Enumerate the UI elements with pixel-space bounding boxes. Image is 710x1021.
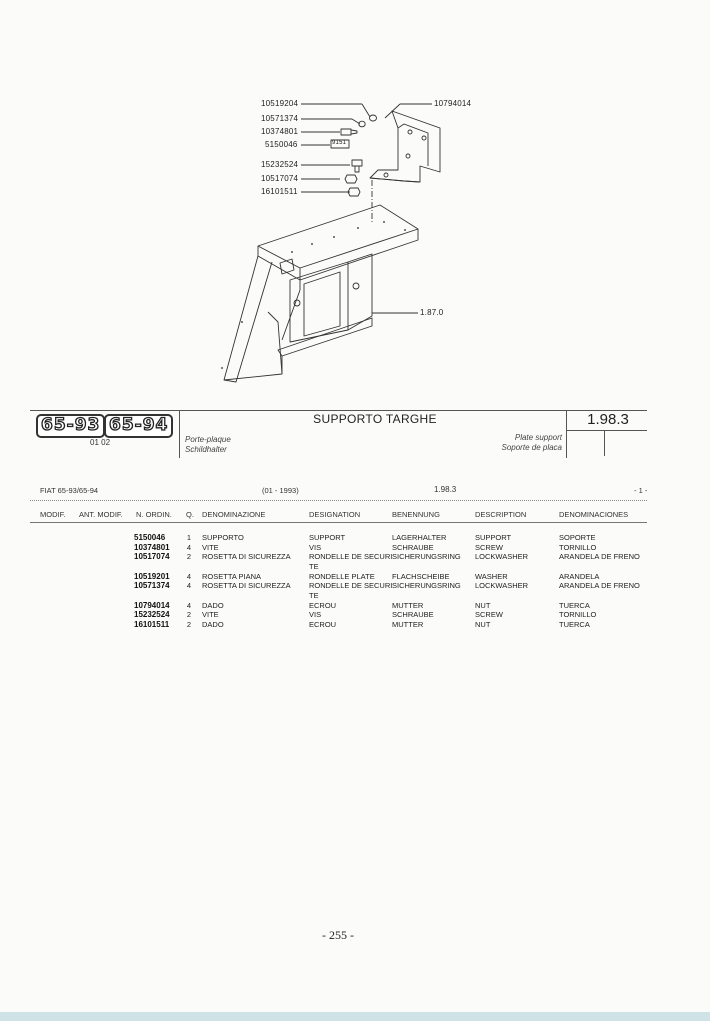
model-info: FIAT 65-93/65-94 [40, 486, 99, 495]
callout-tag: 9151 [332, 140, 347, 146]
name-es: ARANDELA DE FRENO [559, 552, 640, 561]
name-en: NUT [475, 601, 491, 610]
sheet-number: - 1 - [634, 486, 648, 495]
name-it: VITE [202, 543, 219, 552]
name-en: WASHER [475, 572, 508, 581]
table-header-rule [30, 522, 647, 523]
name-it: VITE [202, 610, 219, 619]
name-fr-continued: TE [309, 562, 319, 571]
title-es: Soporte de placa [501, 443, 562, 452]
table-row [0, 552, 710, 571]
quantity: 2 [186, 620, 192, 629]
callout-label: 15232524 [261, 160, 299, 169]
table-row [0, 533, 710, 543]
name-fr: RONDELLE DE SECURI [309, 581, 393, 590]
col-ant-modif: ANT. MODIF. [79, 510, 123, 519]
quantity: 2 [186, 552, 192, 561]
quantity: 1 [186, 533, 192, 542]
part-number: 10519201 [134, 572, 170, 581]
header-divider [604, 430, 605, 456]
name-en: LOCKWASHER [475, 581, 529, 590]
col-denominaciones: DENOMINACIONES [559, 510, 629, 519]
name-it: ROSETTA PIANA [202, 572, 262, 581]
col-designation: DESIGNATION [309, 510, 361, 519]
page-title: SUPPORTO TARGHE [313, 412, 437, 426]
callout-label: 10794014 [434, 99, 472, 108]
callout-label: 16101511 [261, 187, 298, 196]
col-denominazione: DENOMINAZIONE [202, 510, 266, 519]
part-number: 15232524 [134, 610, 170, 619]
name-it: DADO [202, 601, 224, 610]
name-de: SCHRAUBE [392, 543, 434, 552]
page-number: - 255 - [322, 928, 354, 942]
col-n-ordin: N. ORDIN. [136, 510, 172, 519]
name-fr: VIS [309, 610, 322, 619]
name-es: ARANDELA [559, 572, 600, 581]
name-fr-continued: TE [309, 591, 319, 600]
part-number: 5150046 [134, 533, 166, 542]
section-reference: 1.98.3 [587, 411, 629, 428]
name-it: ROSETTA DI SICUREZZA [202, 552, 291, 561]
name-de: SICHERUNGSRING [392, 552, 461, 561]
title-de: Schildhalter [185, 445, 227, 454]
table-row [0, 610, 710, 620]
callout-label: 10519204 [261, 99, 299, 108]
name-en: LOCKWASHER [475, 552, 529, 561]
name-de: MUTTER [392, 601, 424, 610]
exploded-view-drawing [0, 0, 710, 400]
group-reference: 1.87.0 [420, 308, 444, 317]
name-de: FLACHSCHEIBE [392, 572, 450, 581]
ref-info: 1.98.3 [434, 485, 457, 494]
header-divider [566, 410, 567, 458]
name-de: SCHRAUBE [392, 610, 434, 619]
name-fr: ECROU [309, 620, 337, 629]
title-en: Plate support [514, 433, 562, 442]
title-fr: Porte-plaque [185, 435, 231, 444]
name-en: SUPPORT [475, 533, 512, 542]
col-q: Q. [186, 510, 194, 519]
name-es: TUERCA [559, 601, 590, 610]
table-row [0, 620, 710, 630]
part-number: 10794014 [134, 601, 170, 610]
part-number: 10571374 [134, 581, 170, 590]
quantity: 4 [186, 543, 192, 552]
name-it: ROSETTA DI SICUREZZA [202, 581, 291, 590]
callout-label: 10374801 [261, 127, 299, 136]
period-info: (01 - 1993) [262, 486, 299, 495]
name-it: SUPPORTO [202, 533, 244, 542]
header-top-rule [30, 410, 647, 411]
name-en: SCREW [475, 610, 503, 619]
name-de: SICHERUNGSRING [392, 581, 461, 590]
edition-date: 01 02 [90, 438, 111, 447]
part-number: 10374801 [134, 543, 170, 552]
part-number: 16101511 [134, 620, 170, 629]
quantity: 4 [186, 601, 192, 610]
col-description: DESCRIPTION [475, 510, 527, 519]
header-ref-rule [566, 430, 647, 431]
col-benennung: BENENNUNG [392, 510, 440, 519]
part-number: 10517074 [134, 552, 170, 561]
quantity: 2 [186, 610, 192, 619]
name-es: TORNILLO [559, 610, 597, 619]
name-en: SCREW [475, 543, 503, 552]
name-fr: VIS [309, 543, 322, 552]
name-it: DADO [202, 620, 224, 629]
callout-label: 5150046 [265, 140, 298, 149]
name-fr: ECROU [309, 601, 337, 610]
quantity: 4 [186, 572, 192, 581]
header-divider [179, 410, 180, 458]
name-fr: RONDELLE DE SECURI [309, 552, 393, 561]
callout-label: 10571374 [261, 114, 299, 123]
scan-edge-band [0, 1012, 710, 1021]
name-en: NUT [475, 620, 491, 629]
name-fr: SUPPORT [309, 533, 346, 542]
name-es: TUERCA [559, 620, 590, 629]
model-badge: 65-94 [104, 414, 173, 438]
table-row [0, 581, 710, 600]
name-es: ARANDELA DE FRENO [559, 581, 640, 590]
callout-label: 10517074 [261, 174, 299, 183]
col-modif: MODIF. [40, 510, 66, 519]
info-rule [30, 500, 647, 501]
name-es: TORNILLO [559, 543, 597, 552]
model-badge: 65-93 [36, 414, 105, 438]
name-de: MUTTER [392, 620, 424, 629]
name-de: LAGERHALTER [392, 533, 447, 542]
name-fr: RONDELLE PLATE [309, 572, 375, 581]
name-es: SOPORTE [559, 533, 596, 542]
quantity: 4 [186, 581, 192, 590]
